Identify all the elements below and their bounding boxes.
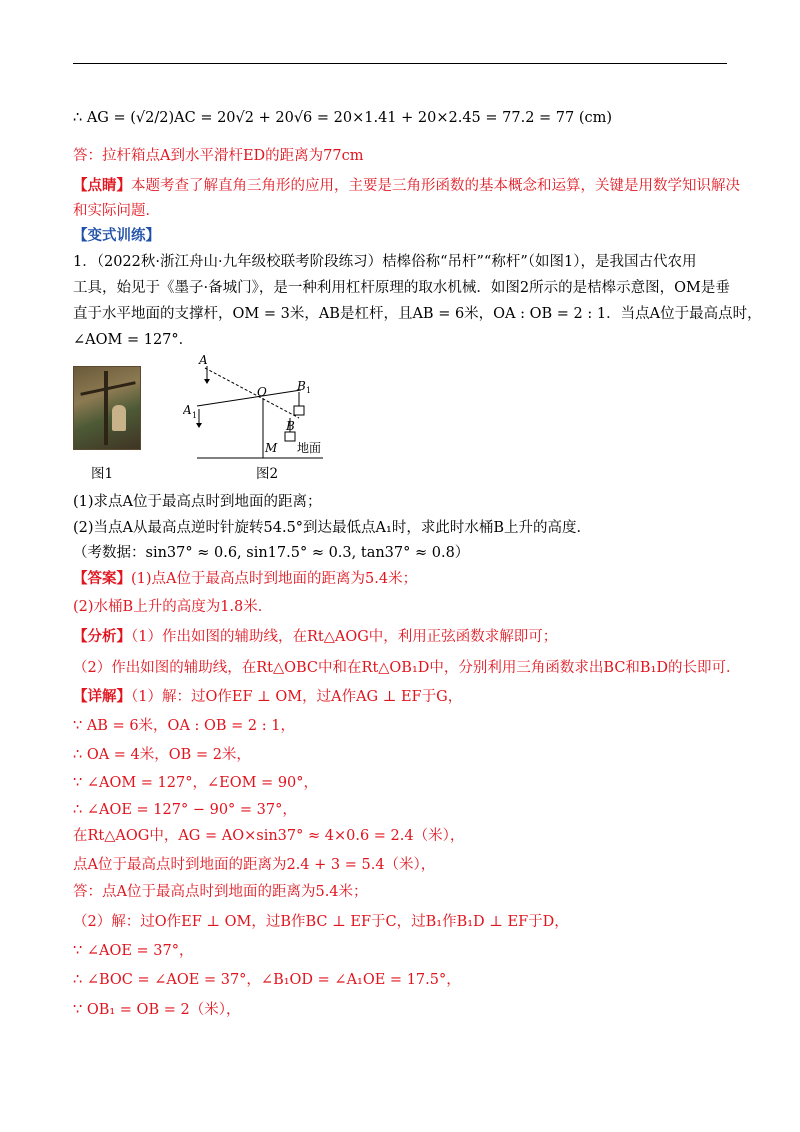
label-a: A — [199, 353, 208, 367]
detail-line-1 — [73, 687, 462, 707]
section-title-variant-training: 【变式训练】 — [73, 227, 160, 244]
problem-line-3: 直于水平地面的支撑杆，OM = 3米，AB是杠杆，且AB = 6米，OA : OB = 2 : 1．当点A位于最高点时， — [73, 306, 762, 322]
figure1-caption: 图1 — [91, 466, 114, 482]
analysis-line-1 — [73, 627, 557, 647]
detail-line-8: 答：点A位于最高点时到地面的距离为5.4米； — [73, 884, 368, 900]
line-comment-cont: 和实际问题． — [73, 203, 160, 219]
answer-line-2: (2)水桶B上升的高度为1.8米． — [73, 599, 273, 615]
comment-tag: 【点睛】 — [73, 177, 131, 194]
question-1: (1)求点A位于最高点时到地面的距离； — [73, 494, 322, 510]
problem-line-4: ∠AOM = 127°． — [73, 332, 194, 348]
detail-line-4: ∵ ∠AOM = 127°，∠EOM = 90°， — [73, 775, 319, 791]
detail-text-1: （1）解：过O作EF ⊥ OM，过A作AG ⊥ EF于G， — [131, 689, 463, 705]
question-2: (2)当点A从最高点逆时针旋转54.5°到达最低点A₁时，求此时水桶B上升的高度． — [73, 520, 591, 536]
header-rule — [73, 63, 727, 64]
figure1-photo — [73, 366, 141, 450]
detail-line-11: ∴ ∠BOC = ∠AOE = 37°，∠B₁OD = ∠A₁OE = 17.5°， — [73, 972, 461, 988]
reference-data: （考数据：sin37° ≈ 0.6, sin17.5° ≈ 0.3, tan37° ≈ 0.8） — [73, 545, 470, 561]
line-answer-distance: 答：拉杆箱点A到水平滑杆ED的距离为77cm — [73, 148, 364, 164]
line-comment — [73, 176, 740, 196]
detail-line-2: ∵ AB = 6米，OA : OB = 2 : 1， — [73, 718, 295, 734]
answer-text-1: (1)点A位于最高点时到地面的距离为5.4米； — [131, 571, 418, 587]
figures — [73, 352, 333, 480]
line-ag-result: ∴ AG = (√2/2)AC = 20√2 + 20√6 = 20×1.41 + 20×2.45 = 77.2 = 77 (cm) — [73, 110, 613, 126]
detail-line-6: 在Rt△AOG中，AG = AO×sin37° ≈ 4×0.6 = 2.4（米）， — [73, 828, 465, 844]
figure2-caption: 图2 — [256, 466, 279, 482]
detail-line-3: ∴ OA = 4米，OB = 2米， — [73, 747, 251, 763]
label-a1: A — [183, 403, 192, 417]
problem-line-2: 工具，始见于《墨子·备城门》，是一种利用杠杆原理的取水机械．如图2所示的是桔槔示意图，OM是垂 — [73, 280, 730, 296]
answer-tag: 【答案】 — [73, 570, 131, 587]
detail-line-7: 点A位于最高点时到地面的距离为2.4 + 3 = 5.4（米）， — [73, 857, 436, 873]
analysis-line-2: （2）作出如图的辅助线，在Rt△OBC中和在Rt△OB₁D中，分别利用三角函数求出BC和B₁D的长即可． — [73, 660, 741, 676]
answer-line-1 — [73, 569, 417, 589]
label-b1: B — [297, 379, 306, 393]
detail-tag: 【详解】 — [73, 688, 131, 705]
label-b1-sub: 1 — [306, 386, 312, 395]
label-b: B — [286, 419, 295, 433]
detail-line-12: ∵ OB₁ = OB = 2（米）， — [73, 1002, 241, 1018]
problem-line-1: 1．（2022秋·浙江舟山·九年级校联考阶段练习）桔槔俗称“吊杆”“称杆”（如图1），是我国古代农用 — [73, 254, 697, 270]
figure2-diagram — [183, 352, 333, 462]
label-ground: 地面 — [297, 441, 322, 455]
detail-line-10: ∵ ∠AOE = 37°， — [73, 943, 194, 959]
detail-line-9: （2）解：过O作EF ⊥ OM，过B作BC ⊥ EF于C，过B₁作B₁D ⊥ EF于D， — [73, 914, 569, 930]
analysis-text-1: （1）作出如图的辅助线，在Rt△AOG中，利用正弦函数求解即可； — [131, 629, 558, 645]
analysis-tag: 【分析】 — [73, 628, 131, 645]
label-m: M — [265, 441, 278, 455]
label-a1-sub: 1 — [192, 411, 198, 420]
comment-text: 本题考查了解直角三角形的应用，主要是三角形函数的基本概念和运算，关键是用数学知识解决 — [131, 178, 740, 194]
detail-line-5: ∴ ∠AOE = 127° − 90° = 37°， — [73, 802, 297, 818]
label-o: O — [257, 385, 267, 399]
